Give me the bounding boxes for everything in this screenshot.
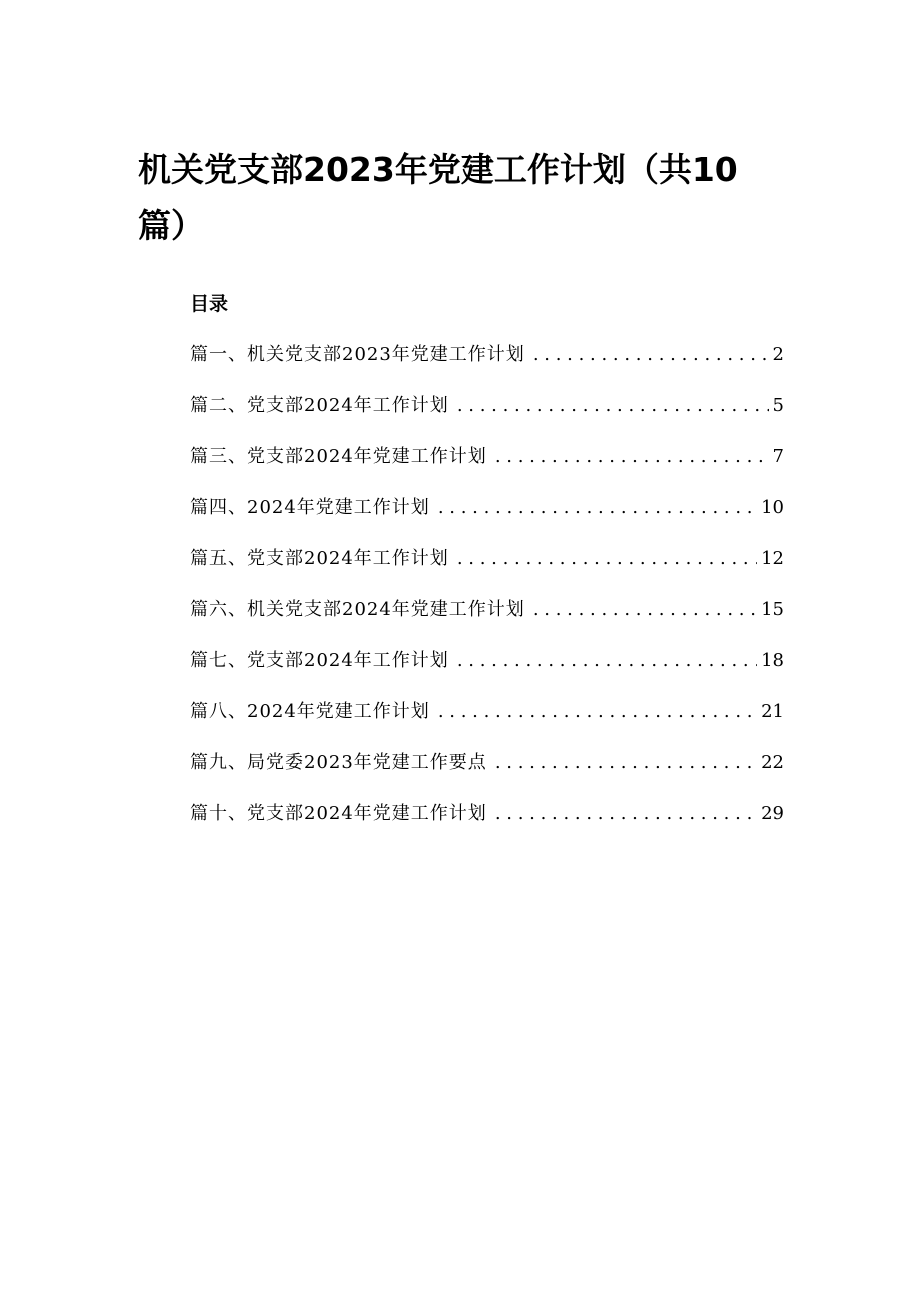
toc-heading: 目录 [190, 293, 229, 315]
toc-entry-label: 篇二、党支部2024年工作计划 [190, 395, 449, 416]
toc-dot-leader [533, 595, 757, 625]
toc-entry-3[interactable] [190, 442, 784, 493]
toc-entry-label: 篇三、党支部2024年党建工作计划 [190, 446, 487, 467]
toc-entry-4[interactable] [190, 493, 784, 544]
toc-dot-leader [457, 544, 757, 574]
toc-page-number: 18 [761, 650, 784, 671]
toc-entry-2[interactable] [190, 391, 784, 442]
toc-entry-9[interactable] [190, 748, 784, 799]
toc-page-number: 7 [772, 446, 784, 467]
document-title-line-1: 机关党支部2023年党建工作计划（共10 [138, 150, 738, 189]
toc-dot-leader [457, 646, 757, 676]
toc-entry-1[interactable] [190, 340, 784, 391]
toc-dot-leader [438, 493, 757, 523]
toc-dot-leader [457, 391, 769, 421]
toc-page-number: 29 [761, 803, 784, 824]
toc-dot-leader [495, 442, 769, 472]
toc-dot-leader [495, 748, 757, 778]
toc-page-number: 12 [761, 548, 784, 569]
toc-page-number: 21 [761, 701, 784, 722]
toc-page-number: 15 [761, 599, 784, 620]
toc-entry-label: 篇六、机关党支部2024年党建工作计划 [190, 599, 525, 620]
toc-dot-leader [438, 697, 757, 727]
toc-page-number: 5 [772, 395, 784, 416]
toc-page-number: 2 [772, 344, 784, 365]
document-title [138, 142, 738, 254]
toc-entry-6[interactable] [190, 595, 784, 646]
toc-entry-label: 篇九、局党委2023年党建工作要点 [190, 752, 487, 773]
toc-entry-8[interactable] [190, 697, 784, 748]
toc-entry-label: 篇七、党支部2024年工作计划 [190, 650, 449, 671]
toc-entry-7[interactable] [190, 646, 784, 697]
toc-entry-5[interactable] [190, 544, 784, 595]
toc-entry-label: 篇五、党支部2024年工作计划 [190, 548, 449, 569]
toc-page-number: 22 [761, 752, 784, 773]
toc-page-number: 10 [761, 497, 784, 518]
table-of-contents [190, 340, 784, 850]
toc-entry-label: 篇四、2024年党建工作计划 [190, 497, 430, 518]
toc-entry-label: 篇八、2024年党建工作计划 [190, 701, 430, 722]
document-title-line-2: 篇） [138, 206, 204, 245]
toc-entry-label: 篇一、机关党支部2023年党建工作计划 [190, 344, 525, 365]
toc-entry-10[interactable] [190, 799, 784, 850]
toc-entry-label: 篇十、党支部2024年党建工作计划 [190, 803, 487, 824]
toc-dot-leader [533, 340, 769, 370]
toc-dot-leader [495, 799, 757, 829]
